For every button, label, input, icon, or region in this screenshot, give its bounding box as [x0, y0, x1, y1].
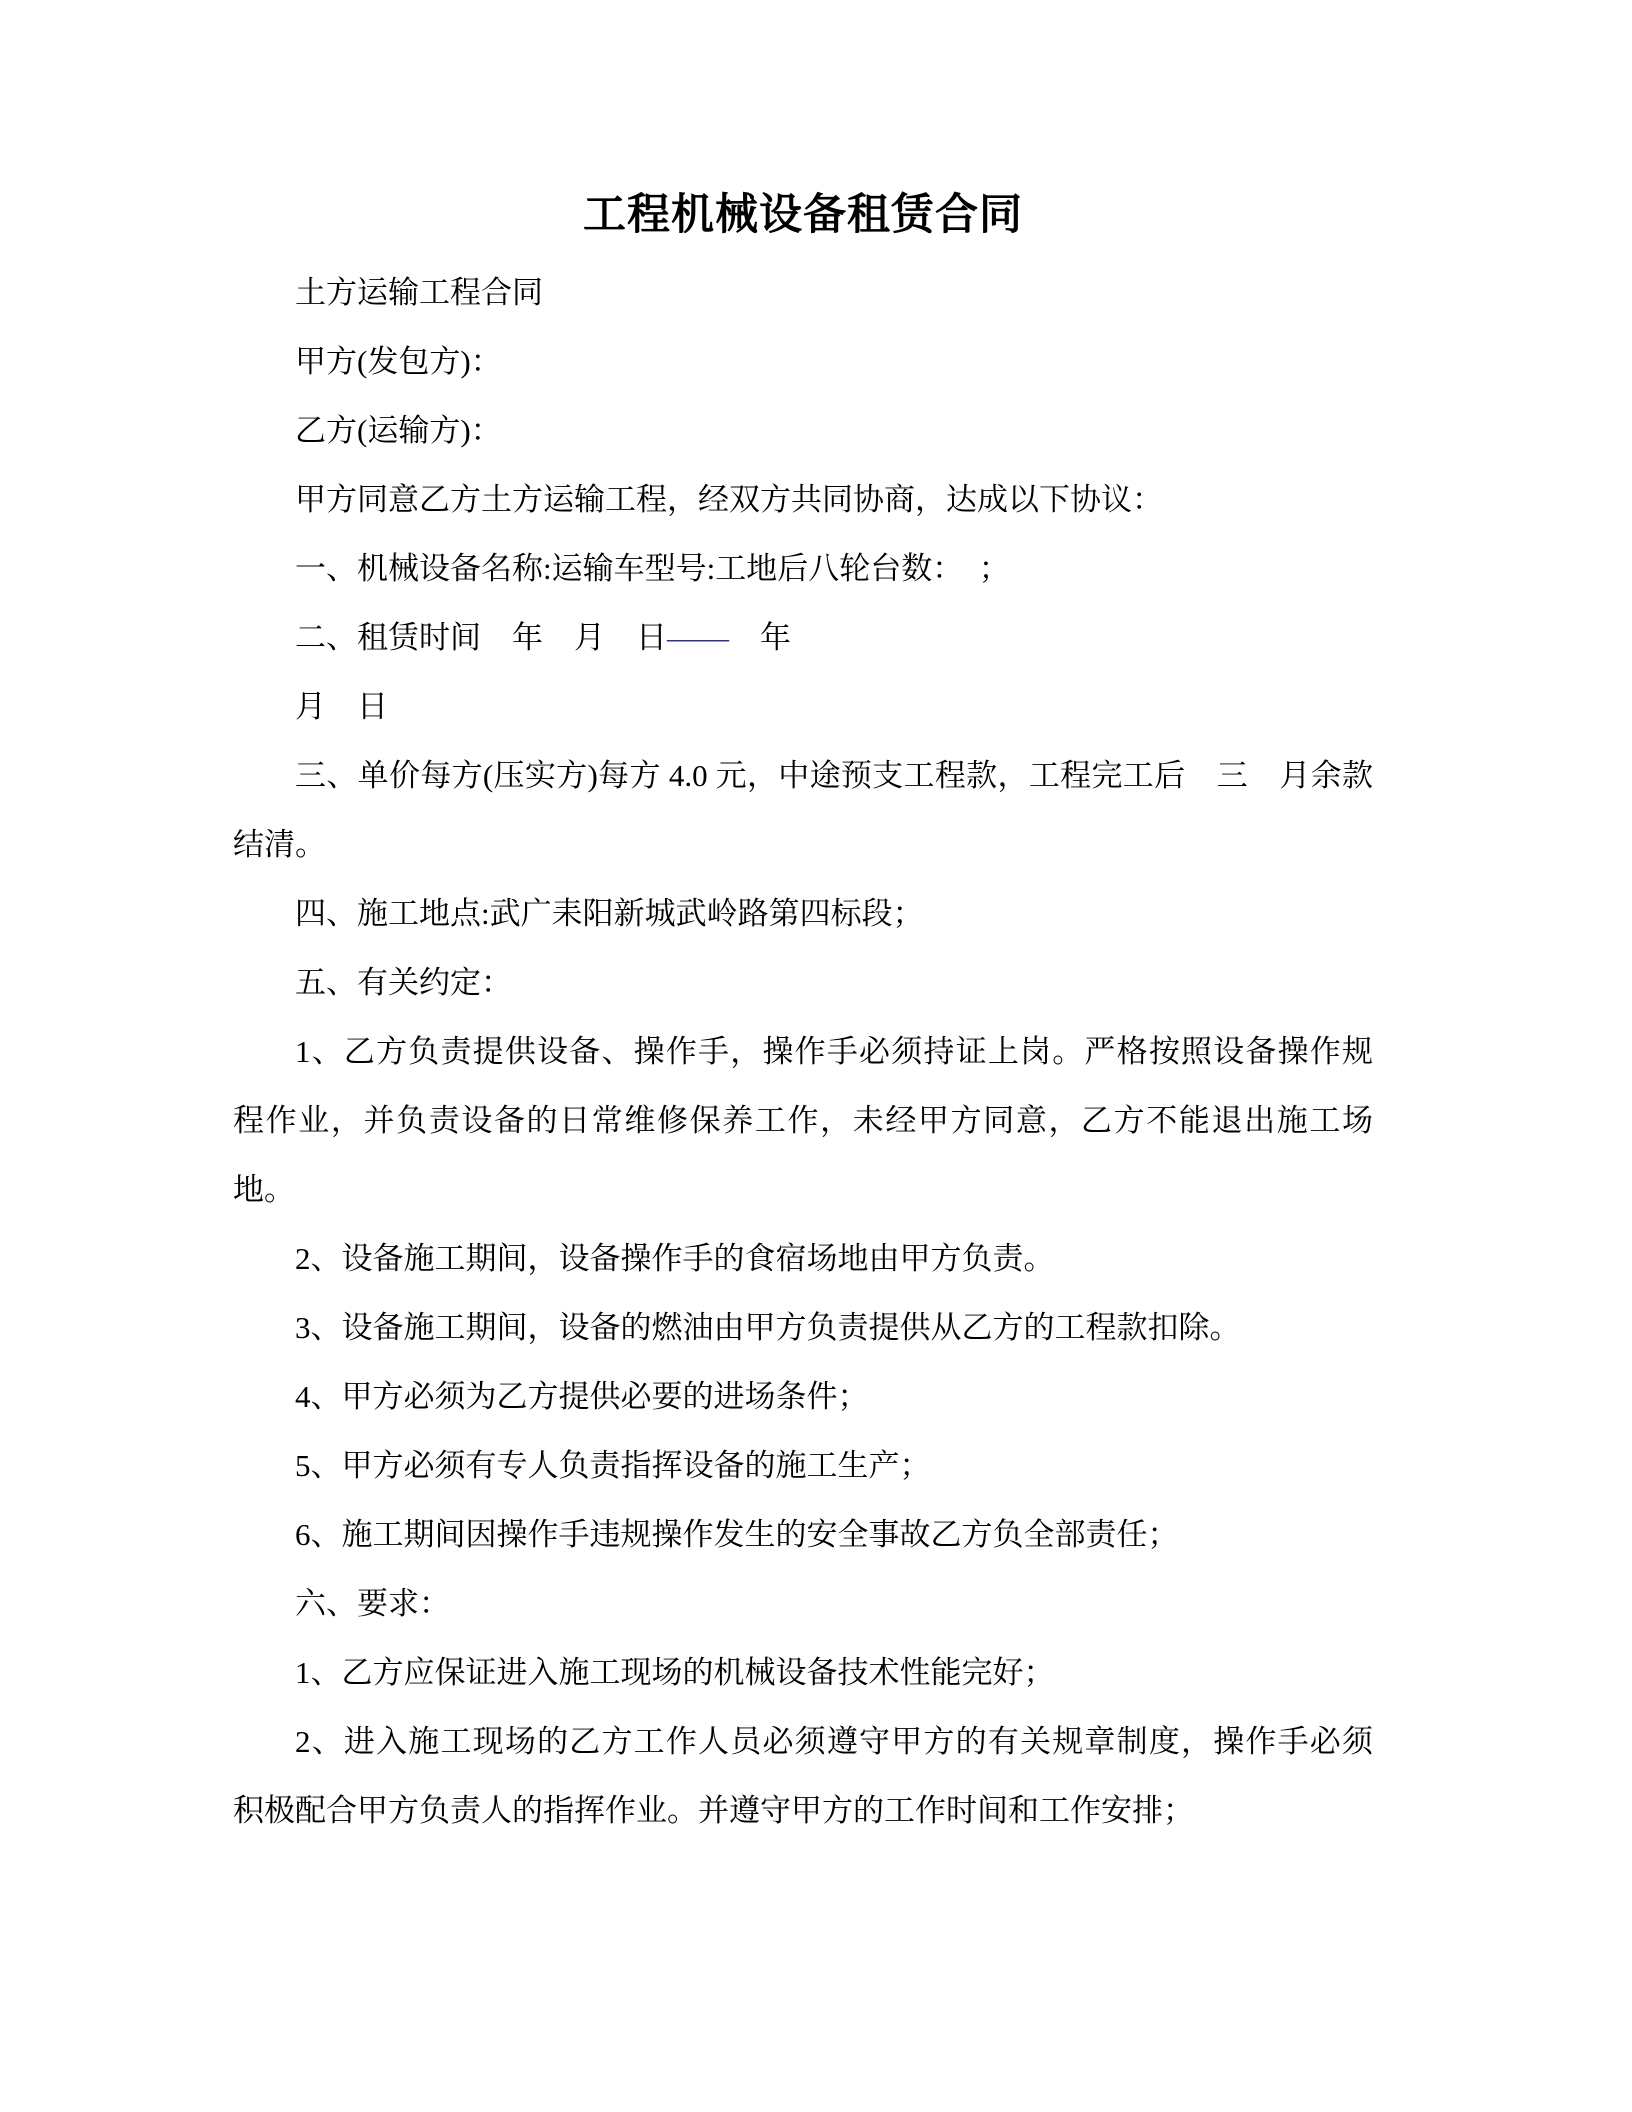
- document-line: 地。: [233, 1172, 295, 1207]
- document-line: 程作业，并负责设备的日常维修保养工作，未经甲方同意，乙方不能退出施工场: [233, 1103, 1373, 1138]
- document-line: 2、进入施工现场的乙方工作人员必须遵守甲方的有关规章制度，操作手必须: [295, 1724, 1373, 1759]
- document-line: 3、设备施工期间，设备的燃油由甲方负责提供从乙方的工程款扣除。: [295, 1310, 1241, 1345]
- document-line: 三、单价每方(压实方)每方 4.0 元，中途预支工程款，工程完工后 三 月余款: [295, 758, 1373, 793]
- rental-period-text: 二、租赁时间 年 月 日: [295, 620, 667, 655]
- rental-period-text: 年: [729, 620, 791, 655]
- document-line: [233, 603, 1373, 672]
- document-line: 积极配合甲方负责人的指挥作业。并遵守甲方的工作时间和工作安排；: [233, 1793, 1194, 1828]
- document-line: 四、施工地点:武广耒阳新城武岭路第四标段；: [295, 896, 924, 931]
- document-line: 5、甲方必须有专人负责指挥设备的施工生产；: [295, 1448, 931, 1483]
- document-line: 乙方(运输方)：: [295, 413, 502, 448]
- document-line: 甲方同意乙方土方运输工程，经双方共同协商，达成以下协议：: [295, 482, 1163, 517]
- document-line: 4、甲方必须为乙方提供必要的进场条件；: [295, 1379, 869, 1414]
- document-line: 一、机械设备名称:运输车型号:工地后八轮台数： ；: [295, 551, 1010, 586]
- document-body: [233, 258, 1373, 1845]
- document-line: 1、乙方应保证进入施工现场的机械设备技术性能完好；: [295, 1655, 1055, 1690]
- document-line: 甲方(发包方)：: [295, 344, 502, 379]
- document-line: 结清。: [233, 827, 326, 862]
- document-line: 月 日: [295, 689, 388, 724]
- document-line: 六、要求：: [295, 1586, 450, 1621]
- date-range-dash: ——: [667, 620, 729, 655]
- document-title: 工程机械设备租赁合同: [583, 192, 1023, 239]
- document-line: 2、设备施工期间，设备操作手的食宿场地由甲方负责。: [295, 1241, 1055, 1276]
- document-line: 1、乙方负责提供设备、操作手，操作手必须持证上岗。严格按照设备操作规: [295, 1034, 1373, 1069]
- document-line: 土方运输工程合同: [295, 275, 543, 310]
- document-line: 五、有关约定：: [295, 965, 512, 1000]
- document-line: 6、施工期间因操作手违规操作发生的安全事故乙方负全部责任；: [295, 1517, 1179, 1552]
